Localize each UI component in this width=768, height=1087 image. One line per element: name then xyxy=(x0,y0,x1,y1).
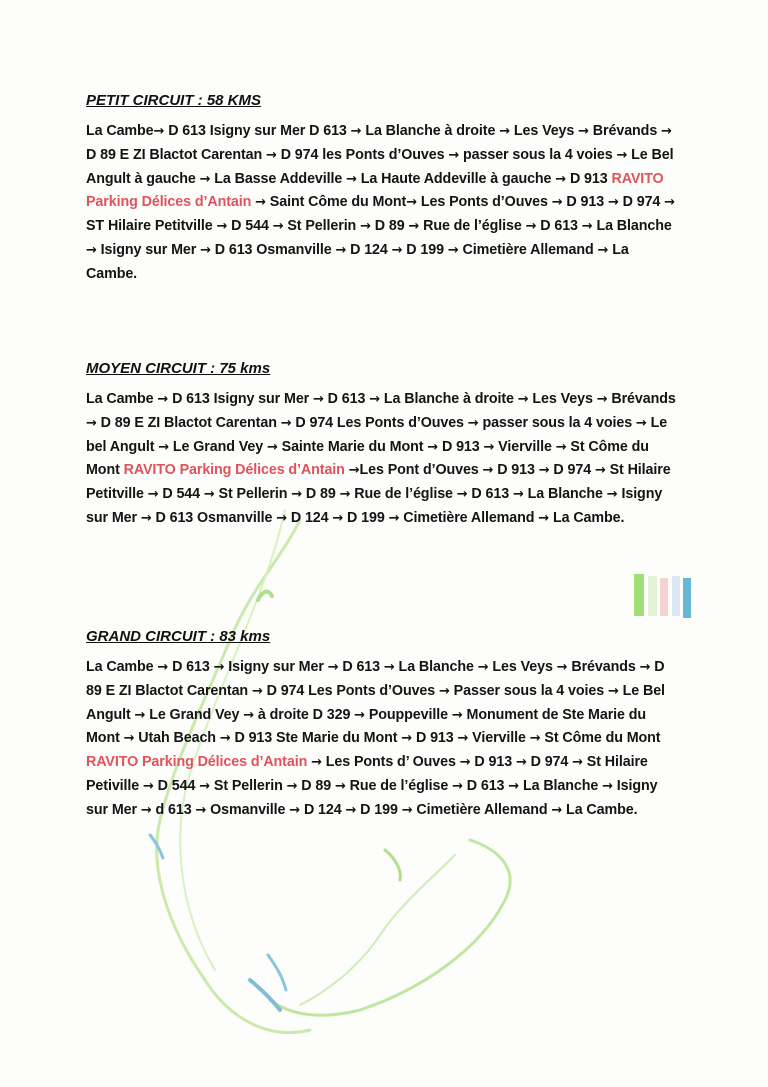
route-step: passer sous la 4 voies xyxy=(478,414,636,431)
route-step: Les Pont d’Ouves xyxy=(359,462,483,479)
arrow-icon: → xyxy=(459,755,471,771)
route-step: Sainte Marie du Mont xyxy=(277,438,428,455)
arrow-icon: → xyxy=(213,660,225,675)
arrow-icon: → xyxy=(140,802,152,818)
route-step: Les Veys xyxy=(528,391,597,407)
route-step: D 613 Osmanville xyxy=(210,241,336,258)
arrow-icon: → xyxy=(467,415,479,431)
arrow-icon: → xyxy=(289,802,301,818)
arrow-icon: → xyxy=(348,463,360,479)
route-step: La Basse Addeville xyxy=(210,170,347,187)
arrow-icon: → xyxy=(369,392,381,407)
arrow-icon: → xyxy=(556,660,568,675)
arrow-icon: → xyxy=(266,147,277,163)
arrow-icon: → xyxy=(243,707,255,723)
route-step: La Cambe xyxy=(86,123,154,139)
route-step: Monument de Ste Marie du Mont xyxy=(86,706,647,747)
route-step: Les Ponts d’ Ouves xyxy=(321,754,460,771)
arrow-icon: → xyxy=(401,731,413,747)
arrow-icon: → xyxy=(153,124,165,139)
route-step: Isigny sur Mer xyxy=(86,777,658,818)
route-step: Saint Côme du Mont xyxy=(265,194,407,211)
route-step: St Hilaire Petitville xyxy=(86,462,671,503)
arrow-icon: → xyxy=(216,219,228,235)
arrow-icon: → xyxy=(594,463,606,479)
color-swatch xyxy=(672,576,680,616)
arrow-icon: → xyxy=(635,415,647,431)
arrow-icon: → xyxy=(456,487,468,503)
route-step: Pouppeville xyxy=(364,706,452,723)
arrow-icon: → xyxy=(607,683,619,699)
arrow-icon: → xyxy=(383,660,395,675)
arrow-icon: → xyxy=(525,219,537,235)
arrow-icon: → xyxy=(515,755,527,771)
arrow-icon: → xyxy=(272,219,284,235)
route-step: St Pellerin xyxy=(283,218,361,235)
arrow-icon: → xyxy=(360,219,371,235)
route-step: D 613 Isigny sur Mer D 613 xyxy=(164,123,351,139)
route-step: Isigny sur Mer xyxy=(224,659,328,675)
route-step: D 89 E ZI Blactot Carentan xyxy=(86,659,665,699)
scribble-line xyxy=(270,840,510,1015)
route-step: Utah Beach xyxy=(134,730,220,747)
arrow-icon: → xyxy=(457,731,469,747)
arrow-icon: → xyxy=(276,510,287,526)
route-step: D 124 xyxy=(286,509,333,526)
arrow-icon: → xyxy=(551,195,563,211)
route-step: Brévands xyxy=(567,659,640,675)
circuit-route xyxy=(86,656,676,823)
route-step: D 613 Isigny sur Mer xyxy=(168,391,314,407)
route-step: La Blanche xyxy=(592,218,672,235)
arrow-icon: → xyxy=(203,487,215,503)
ravito-stop: RAVITO Parking Délices d’Antain xyxy=(123,462,345,479)
arrow-icon: → xyxy=(499,124,510,139)
route-step: D 613 xyxy=(323,391,370,407)
arrow-icon: → xyxy=(555,439,567,455)
arrow-icon: → xyxy=(86,415,97,431)
arrow-icon: → xyxy=(406,195,417,211)
arrow-icon: → xyxy=(350,124,362,139)
route-step: Les Veys xyxy=(509,123,579,139)
route-step: D 613 xyxy=(462,777,509,794)
arrow-icon: → xyxy=(555,171,567,187)
route-step: D 913 xyxy=(438,438,484,455)
arrow-icon: → xyxy=(538,510,550,526)
route-step: D 613 xyxy=(467,486,513,503)
route-step: D 89 xyxy=(297,777,335,794)
route-step: Passer sous la 4 voies xyxy=(449,682,608,699)
route-step: Cimetière Allemand xyxy=(399,509,539,526)
route-step: D 199 xyxy=(402,241,448,258)
arrow-icon: → xyxy=(143,778,154,794)
arrow-icon: → xyxy=(291,487,303,503)
arrow-icon: → xyxy=(572,755,583,771)
route-step: D 613 xyxy=(168,659,214,675)
arrow-icon: → xyxy=(195,802,207,818)
arrow-icon: → xyxy=(311,755,322,771)
route-step: Le Grand Vey xyxy=(169,438,267,455)
arrow-icon: → xyxy=(199,171,211,187)
color-swatch xyxy=(660,578,668,616)
route-step: La Haute Addeville à gauche xyxy=(356,170,556,187)
arrow-icon: → xyxy=(602,778,613,794)
scribble-line xyxy=(268,955,286,990)
route-step: Cimetière Allemand xyxy=(458,241,598,258)
arrow-icon: → xyxy=(616,147,628,163)
route-step: La Cambe. xyxy=(562,801,638,818)
arrow-icon: → xyxy=(483,439,495,455)
color-swatch xyxy=(648,576,657,616)
ravito-stop: RAVITO Parking Délices d’Antain xyxy=(86,754,308,771)
route-step: Osmanville xyxy=(206,801,290,818)
route-step: D 974 les Ponts d’Ouves xyxy=(276,146,449,163)
route-step: D 89 E ZI Blactot Carentan xyxy=(96,414,281,431)
arrow-icon: → xyxy=(251,683,263,699)
route-step: La Blanche à droite xyxy=(380,391,518,407)
route-step: D 124 xyxy=(346,241,392,258)
route-step: D 199 xyxy=(343,509,389,526)
arrow-icon: → xyxy=(345,802,357,818)
route-step: Le bel Angult xyxy=(86,414,668,455)
route-step: D 913 xyxy=(412,730,458,747)
arrow-icon: → xyxy=(157,660,169,675)
arrow-icon: → xyxy=(596,392,608,407)
route-step: Rue de l’église xyxy=(345,777,453,794)
arrow-icon: → xyxy=(147,487,159,503)
arrow-icon: → xyxy=(134,707,146,723)
route-step: D 913 Ste Marie du Mont xyxy=(230,730,402,747)
scribble-line xyxy=(258,592,272,600)
circuit-route xyxy=(86,388,676,531)
arrow-icon: → xyxy=(346,171,357,187)
circuit-title: GRAND CIRCUIT : 83 kms xyxy=(86,628,271,645)
route-step: à droite D 329 xyxy=(254,706,355,723)
route-step: St Pellerin xyxy=(214,486,292,503)
circuit-grand xyxy=(86,628,676,823)
route-step: d 613 xyxy=(151,801,196,818)
route-step: La Blanche xyxy=(394,659,478,675)
arrow-icon: → xyxy=(339,487,351,503)
scribble-line xyxy=(385,850,400,880)
route-step: Les Ponts d’Ouves xyxy=(417,194,552,211)
arrow-icon: → xyxy=(477,660,489,675)
route-step: D 913 xyxy=(562,194,608,211)
route-step: Rue de l’église xyxy=(350,486,457,503)
arrow-icon: → xyxy=(388,510,400,526)
route-step: St Côme du Mont xyxy=(86,438,649,479)
arrow-icon: → xyxy=(123,731,135,747)
scribble-line xyxy=(150,835,163,858)
route-step: D 974 Les Ponts d’Ouves xyxy=(262,682,440,699)
route-step: D 544 xyxy=(227,218,273,235)
arrow-icon: → xyxy=(452,778,463,794)
route-step: D 913 xyxy=(493,462,539,479)
route-step: D 974 Les Ponts d’Ouves xyxy=(291,414,468,431)
arrow-icon: → xyxy=(448,147,460,163)
arrow-icon: → xyxy=(286,778,298,794)
circuit-route xyxy=(86,120,676,287)
route-step: D 913 xyxy=(566,170,612,187)
route-step: D 89 E ZI Blactot Carentan xyxy=(86,146,267,163)
color-swatch xyxy=(634,574,644,616)
route-step: Les Veys xyxy=(488,659,557,675)
route-step: La Cambe xyxy=(86,659,158,675)
route-step: Cimetière Allemand xyxy=(412,801,552,818)
arrow-icon: → xyxy=(447,242,459,258)
route-step: Le Bel Angult à gauche xyxy=(86,146,674,187)
arrow-icon: → xyxy=(664,195,675,211)
arrow-icon: → xyxy=(408,219,420,235)
arrow-icon: → xyxy=(313,392,324,407)
arrow-icon: → xyxy=(334,778,346,794)
route-step: Brévands xyxy=(588,123,662,139)
route-step: D 974 xyxy=(618,194,665,211)
arrow-icon: → xyxy=(581,219,593,235)
circuit-title: PETIT CIRCUIT : 58 KMS xyxy=(86,92,262,109)
arrow-icon: → xyxy=(451,707,463,723)
route-step: D 89 xyxy=(370,218,409,235)
arrow-icon: → xyxy=(200,242,211,258)
route-step: Rue de l’église xyxy=(419,218,526,235)
arrow-icon: → xyxy=(639,660,651,675)
arrow-icon: → xyxy=(391,242,403,258)
ravito-stop: RAVITO Parking Délices d’Antain xyxy=(86,170,664,211)
arrow-icon: → xyxy=(86,242,97,258)
arrow-icon: → xyxy=(266,439,278,455)
color-swatch xyxy=(683,578,691,618)
route-step: D 613 Osmanville xyxy=(151,509,277,526)
route-step: St Pellerin xyxy=(210,777,287,794)
arrow-icon: → xyxy=(332,510,344,526)
arrow-icon: → xyxy=(327,660,339,675)
arrow-icon: → xyxy=(255,195,266,211)
route-step: Le Bel Angult xyxy=(86,682,665,723)
route-step: D 124 xyxy=(300,801,346,818)
arrow-icon: → xyxy=(199,778,211,794)
route-step: St Hilaire Petiville xyxy=(86,754,648,794)
route-step: D 89 xyxy=(302,486,340,503)
route-step: La Cambe xyxy=(86,391,158,407)
route-step: La Blanche xyxy=(519,777,603,794)
arrow-icon: → xyxy=(140,510,152,526)
arrow-icon: → xyxy=(219,731,231,747)
arrow-icon: → xyxy=(158,439,170,455)
arrow-icon: → xyxy=(606,487,618,503)
route-step: Isigny sur Mer xyxy=(86,486,663,526)
route-step: St Côme du Mont xyxy=(540,730,661,747)
arrow-icon: → xyxy=(578,124,589,139)
arrow-icon: → xyxy=(335,242,347,258)
route-step: D 613 xyxy=(338,659,384,675)
arrow-icon: → xyxy=(529,731,541,747)
circuit-title: MOYEN CIRCUIT : 75 kms xyxy=(86,360,271,377)
route-step: La Cambe. xyxy=(86,241,629,282)
route-step: Vierville xyxy=(468,730,530,747)
route-step: La Cambe. xyxy=(549,509,625,526)
arrow-icon: → xyxy=(427,439,439,455)
route-step: Le Grand Vey xyxy=(145,706,244,723)
arrow-icon: → xyxy=(157,392,169,407)
arrow-icon: → xyxy=(538,463,550,479)
circuit-petit xyxy=(86,92,676,287)
scribble-line xyxy=(250,980,280,1010)
route-step: La Blanche à droite xyxy=(361,123,500,139)
route-step: Isigny sur Mer xyxy=(96,241,201,258)
arrow-icon: → xyxy=(512,487,524,503)
arrow-icon: → xyxy=(551,802,563,818)
arrow-icon: → xyxy=(517,392,529,407)
route-step: passer sous la 4 voies xyxy=(459,146,617,163)
circuit-moyen xyxy=(86,360,676,531)
scribble-line xyxy=(300,855,455,1005)
route-step: D 613 xyxy=(536,218,582,235)
route-step: Vierville xyxy=(494,438,556,455)
route-step: La Blanche xyxy=(523,486,607,503)
arrow-icon: → xyxy=(661,124,672,139)
arrow-icon: → xyxy=(482,463,494,479)
arrow-icon: → xyxy=(280,415,292,431)
route-step: Brévands xyxy=(607,391,676,407)
arrow-icon: → xyxy=(439,683,450,699)
route-step: D 199 xyxy=(356,801,402,818)
arrow-icon: → xyxy=(508,778,520,794)
arrow-icon: → xyxy=(597,242,609,258)
route-step: D 974 xyxy=(526,754,573,771)
arrow-icon: → xyxy=(607,195,619,211)
route-step: ST Hilaire Petitville xyxy=(86,218,217,235)
route-step: D 544 xyxy=(153,777,200,794)
arrow-icon: → xyxy=(401,802,413,818)
route-step: D 544 xyxy=(158,486,204,503)
route-step: D 913 xyxy=(470,754,516,771)
arrow-icon: → xyxy=(354,707,365,723)
route-step: D 974 xyxy=(549,462,595,479)
